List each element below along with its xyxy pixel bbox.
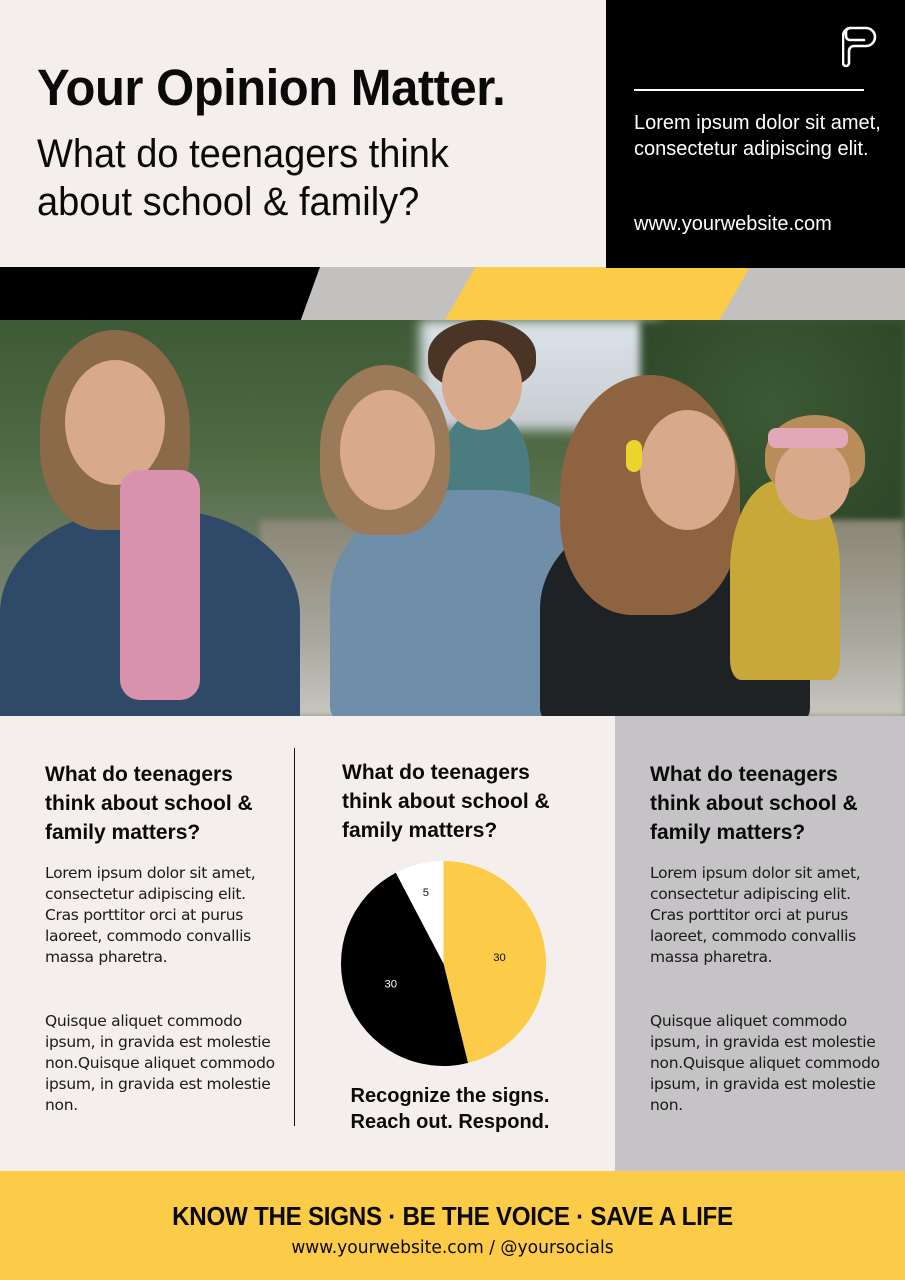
pink-headband [768,428,848,448]
left-column-heading: What do teenagers think about school & family matters? [45,763,253,844]
teen-face-1 [65,360,165,485]
pink-scarf [120,470,200,700]
teen-face-5 [775,440,850,520]
stripe-cap [606,267,905,268]
pie-slice-label: 30 [493,951,506,964]
header-title-panel [0,0,606,267]
stripe-black-segment [0,267,320,320]
footer-links[interactable]: www.yourwebsite.com / @yoursocials [291,1237,614,1258]
pie-slice-label: 5 [422,886,429,899]
left-column-paragraph-1: Lorem ipsum dolor sit amet, consectetur adipiscing elit. Cras porttitor orci at purus laoreet, commodo convallis massa pharetra. [45,864,256,966]
pie-chart [341,861,546,1066]
pie-slice-label: 30 [384,978,398,991]
right-column-heading: What do teenagers think about school & family matters? [650,763,858,844]
footer-slogan: KNOW THE SIGNS · BE THE VOICE · SAVE A LIFE [172,1201,733,1231]
p-logo-icon [842,24,878,70]
page-title: Your Opinion Matter. [37,59,506,116]
middle-column [295,716,615,1171]
right-column-paragraph-1: Lorem ipsum dolor sit amet, consectetur adipiscing elit. Cras porttitor orci at purus laoreet, commodo convallis massa pharetra. [650,864,861,966]
teen-face-4 [640,410,735,530]
chart-caption: Recognize the signs. Reach out. Respond. [350,1085,550,1133]
decorative-stripe [0,267,905,320]
divider-line [634,89,864,91]
yellow-headphones [626,440,642,472]
stripe-yellow-segment [445,267,750,320]
header-info-panel [606,0,905,268]
footer-banner [0,1171,905,1280]
right-column-paragraph-2: Quisque aliquet commodo ipsum, in gravida est molestie non.Quisque aliquet commodo ipsum, in gravida est molestie non. [650,1012,880,1114]
middle-column-heading: What do teenagers think about school & family matters? [342,761,550,842]
website-link[interactable]: www.yourwebsite.com [634,213,832,235]
right-column [615,716,905,1171]
teen-face-2 [340,390,435,510]
hero-photo [0,320,905,716]
left-column-paragraph-2: Quisque aliquet commodo ipsum, in gravida est molestie non.Quisque aliquet commodo ipsum, in gravida est molestie non. [45,1012,275,1114]
teen-face-3 [442,340,522,430]
header-blurb: Lorem ipsum dolor sit amet, consectetur adipiscing elit. [634,112,881,160]
left-column [0,716,295,1171]
page-subtitle: What do teenagers think about school & family? [37,132,449,224]
